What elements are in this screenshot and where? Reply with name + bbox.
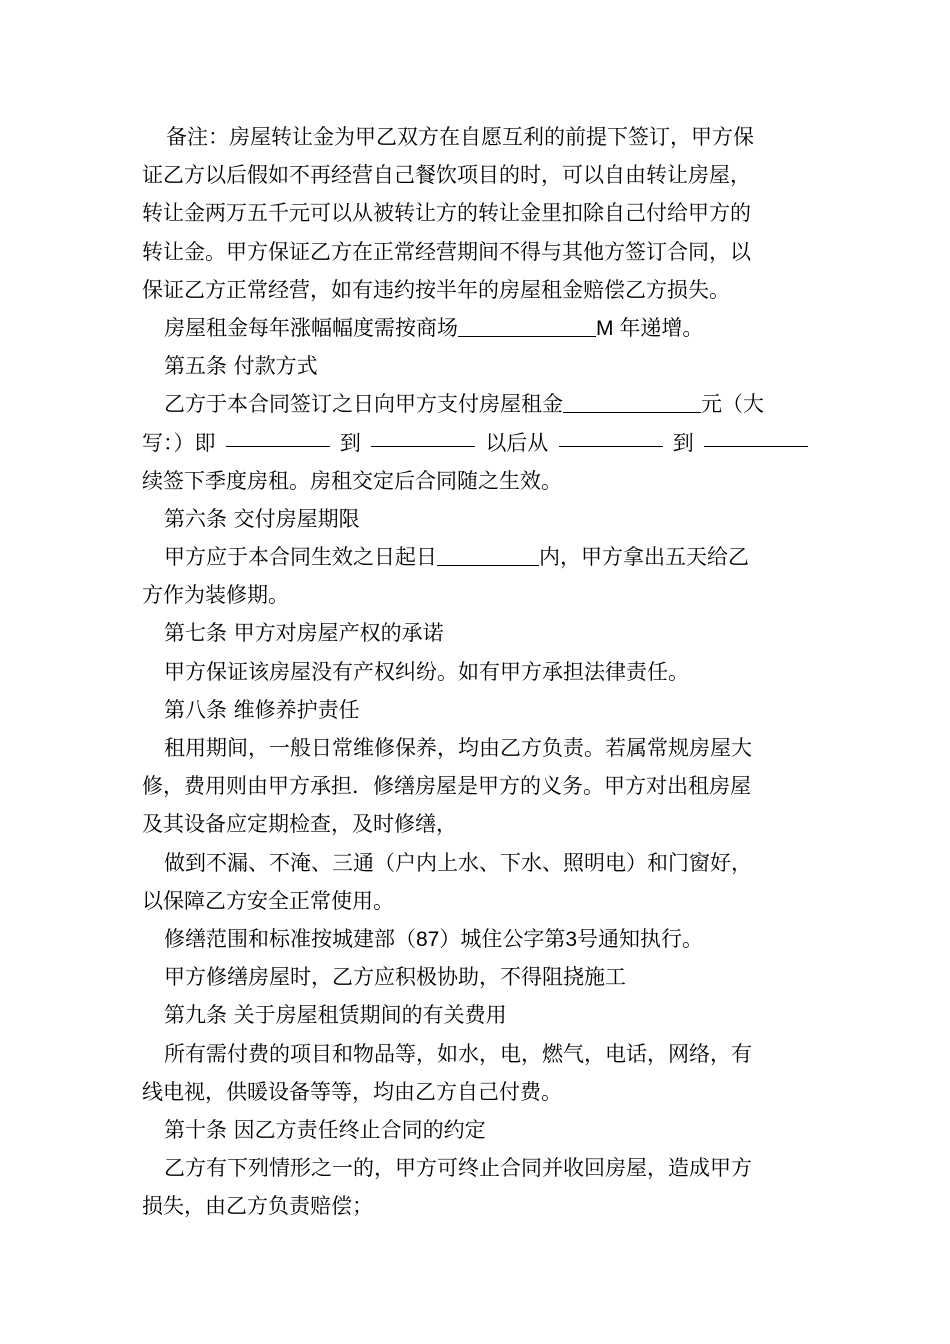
fees-line-1: 所有需付费的项目和物品等，如水，电，燃气，电话，网络，有 <box>164 1041 752 1066</box>
maintenance-line-2: 修，费用则由甲方承担．修缮房屋是甲方的义务。甲方对出租房屋 <box>142 774 751 799</box>
paragraph-note-line-3: 转让金两万五千元可以从被转让方的转让金里扣除自己付给甲方的 <box>142 201 751 226</box>
period-end-blank[interactable] <box>371 424 475 447</box>
payment-text-1: 乙方于本合同签订之日向甲方支付房屋租金 <box>164 392 563 417</box>
termination-line-1: 乙方有下列情形之一的，甲方可终止合同并收回房屋，造成甲方 <box>164 1156 752 1181</box>
rent-amount-blank[interactable] <box>563 390 701 413</box>
repair-standard-number-2: 3 <box>565 927 578 951</box>
payment-text-5: 以后从 <box>485 430 549 455</box>
renewal-start-blank[interactable] <box>559 424 663 447</box>
article-10-heading: 第十条 因乙方责任终止合同的约定 <box>164 1117 486 1142</box>
payment-text-3: 写：）即 <box>142 430 216 455</box>
article-7-heading: 第七条 甲方对房屋产权的承诺 <box>164 621 444 646</box>
rent-increase-line <box>142 309 808 347</box>
repair-standard-text-3: 号通知执行。 <box>577 926 704 951</box>
repair-assist-line: 甲方修缮房屋时，乙方应积极协助，不得阻挠施工 <box>164 965 626 990</box>
payment-text-6: 到 <box>672 430 694 455</box>
repair-standard-number-1: 87 <box>416 927 440 951</box>
termination-line-2: 损失，由乙方负责赔偿； <box>142 1194 373 1219</box>
maintenance-line-5: 以保障乙方安全正常使用。 <box>142 888 394 913</box>
delivery-days-blank[interactable] <box>437 543 539 566</box>
paragraph-note-line-5: 保证乙方正常经营，如有违约按半年的房屋租金赔偿乙方损失。 <box>142 277 730 302</box>
delivery-text-1: 甲方应于本合同生效之日起日 <box>164 545 437 570</box>
rent-increase-text: 房屋租金每年涨幅幅度需按商场 <box>164 315 458 340</box>
maintenance-line-1: 租用期间，一般日常维修保养，均由乙方负责。若属常规房屋大 <box>164 736 752 760</box>
payment-text-4: 到 <box>339 430 361 455</box>
payment-line-2 <box>142 424 808 462</box>
delivery-line-2: 方作为装修期。 <box>142 583 289 608</box>
renewal-end-blank[interactable] <box>704 424 808 447</box>
repair-standard-text-1: 修缮范围和标准按城建部（ <box>164 926 416 951</box>
repair-standard-text-2: ）城住公字第 <box>439 926 566 951</box>
payment-line-3: 续签下季度房租。房租交定后合同随之生效。 <box>142 468 562 493</box>
article-8-heading: 第八条 维修养护责任 <box>164 697 360 722</box>
rent-increase-blank[interactable] <box>458 314 596 337</box>
maintenance-line-4: 做到不漏、不淹、三通（户内上水、下水、照明电）和门窗好， <box>164 850 752 875</box>
article-9-heading: 第九条 关于房屋租赁期间的有关费用 <box>164 1003 507 1028</box>
maintenance-line-3: 及其设备应定期检查，及时修缮， <box>142 812 457 837</box>
period-start-blank[interactable] <box>226 424 330 447</box>
paragraph-note-line-2: 证乙方以后假如不再经营自己餐饮项目的时，可以自由转让房屋， <box>142 163 751 188</box>
rent-increase-suffix: M 年递增。 <box>596 316 704 340</box>
repair-standard-line <box>142 920 808 958</box>
article-6-heading: 第六条 交付房屋期限 <box>164 506 360 531</box>
delivery-line-1 <box>142 538 808 576</box>
payment-text-2: 元（大 <box>701 392 764 417</box>
paragraph-note-line-4: 转让金。甲方保证乙方在正常经营期间不得与其他方签订合同，以 <box>142 239 751 264</box>
article-5-heading: 第五条 付款方式 <box>164 354 318 379</box>
paragraph-note-line-1: 备注：房屋转让金为甲乙双方在自愿互利的前提下签订，甲方保 <box>166 125 754 149</box>
delivery-text-2: 内，甲方拿出五天给乙 <box>539 545 749 570</box>
contract-page <box>142 118 808 1225</box>
ownership-line: 甲方保证该房屋没有产权纠纷。如有甲方承担法律责任。 <box>164 659 689 684</box>
payment-line-1 <box>142 385 808 423</box>
fees-line-2: 线电视，供暖设备等等，均由乙方自己付费。 <box>142 1079 562 1104</box>
